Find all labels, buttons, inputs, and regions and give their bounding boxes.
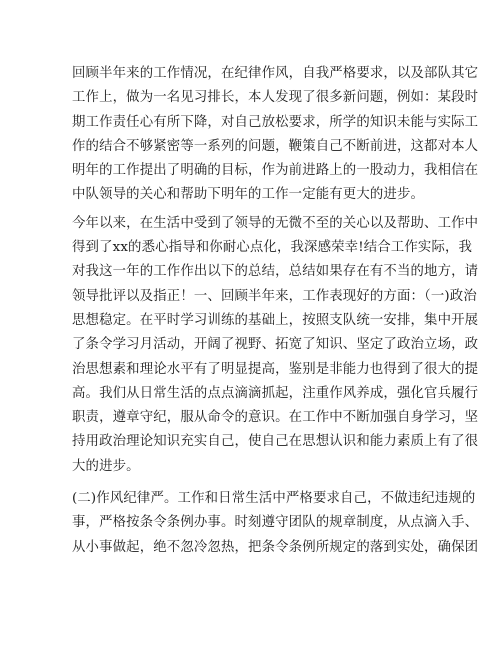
text-line: 职责，遵章守纪，服从命令的意识。在工作中不断加强自身学习，坚 xyxy=(72,410,479,426)
text-line: 思想稳定。在平时学习训练的基础上，按照支队统一安排，集中开展 xyxy=(72,312,479,328)
text-line: 事，严格按条令条例办事。时刻遵守团队的规章制度，从点滴入手、 xyxy=(72,515,479,531)
text-line: (二)作风纪律严。工作和日常生活中严格要求自己，不做违纪违规的 xyxy=(72,491,476,507)
text-line: 大的进步。 xyxy=(72,458,140,474)
text-line: 高。我们从日常生活的点点滴滴抓起，注重作风养成，强化官兵履行 xyxy=(72,385,479,401)
text-line: 工作上，做为一名见习排长，本人发现了很多新问题，例如：某段时 xyxy=(72,90,479,106)
text-line: 持用政治理论知识充实自己，使自己在思想认识和能力素质上有了很 xyxy=(72,434,479,450)
text-line: 治思想素和理论水平有了明显提高，鉴别是非能力也得到了很大的提 xyxy=(72,361,479,377)
paragraph-discipline xyxy=(72,487,479,560)
text-line: 对我这一年的工作作出以下的总结，总结如果存在有不当的地方，请 xyxy=(72,264,479,280)
text-line: 从小事做起，绝不忽冷忽热，把条令条例所规定的落到实处，确保团 xyxy=(72,539,479,555)
text-line: 中队领导的关心和帮助下明年的工作一定能有更大的进步。 xyxy=(72,187,425,203)
text-line: 领导批评以及指正！一、回顾半年来，工作表现好的方面：（一)政治 xyxy=(72,288,477,304)
paragraph-review xyxy=(72,62,479,208)
document-page xyxy=(72,62,479,560)
text-line: 作的结合不够紧密等一系列的问题，鞭策自己不断前进，这都对本人 xyxy=(72,138,479,154)
text-line: 得到了xx的悉心指导和你耐心点化，我深感荣幸!结合工作实际，我 xyxy=(72,240,473,256)
text-line: 今年以来，在生活中受到了领导的无微不至的关心以及帮助、工作中 xyxy=(72,215,479,231)
text-line: 回顾半年来的工作情况，在纪律作风，自我严格要求，以及部队其它 xyxy=(72,66,479,81)
text-line: 明年的工作提出了明确的目标，作为前进路上的一股动力，我相信在 xyxy=(72,163,479,179)
paragraph-summary xyxy=(72,212,479,479)
text-line: 了条令学习月活动，开阔了视野、拓宽了知识、坚定了政治立场，政 xyxy=(72,337,479,353)
text-line: 期工作责任心有所下降，对自己放松要求，所学的知识未能与实际工 xyxy=(72,114,479,130)
